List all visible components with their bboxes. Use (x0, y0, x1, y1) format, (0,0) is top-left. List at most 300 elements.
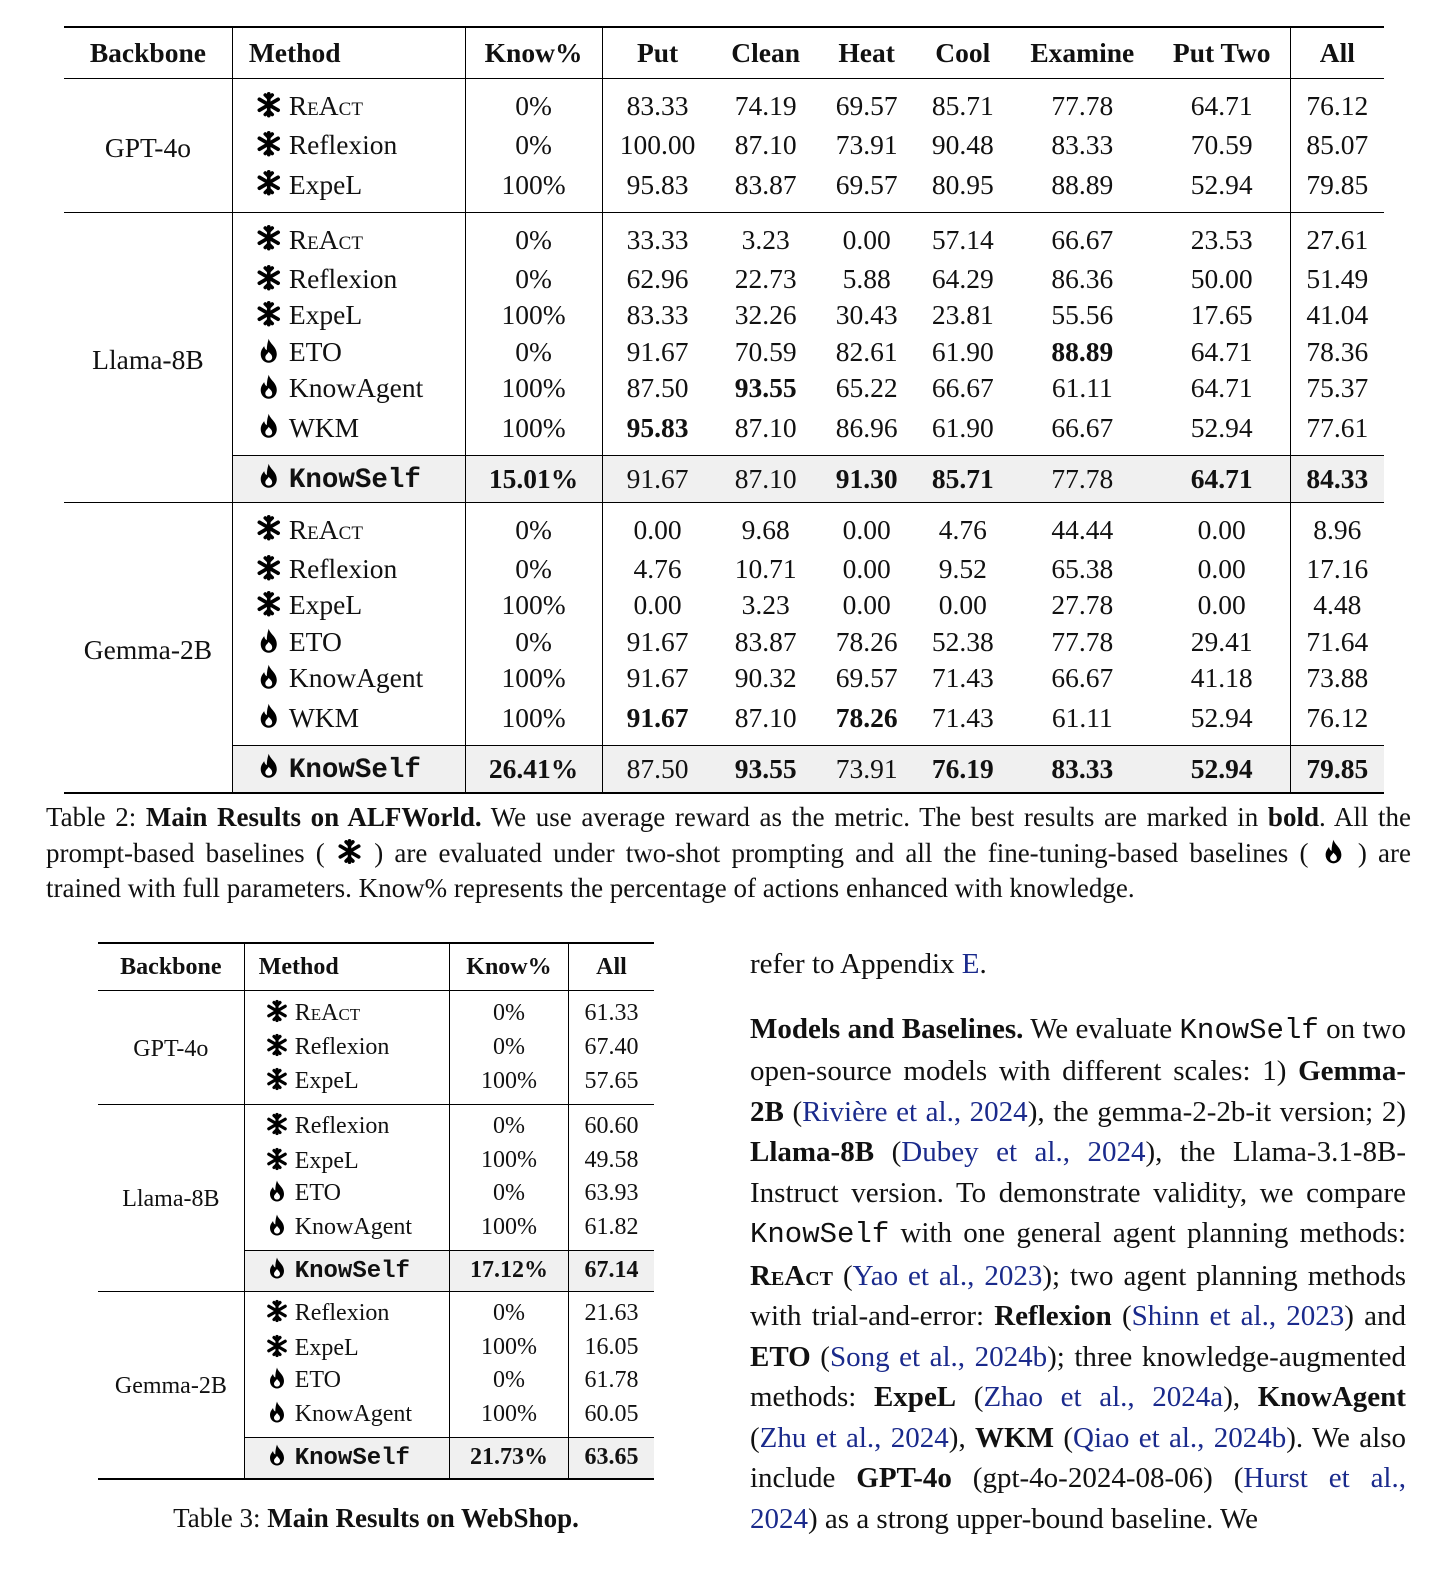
know-cell: 17.12% (450, 1250, 569, 1291)
score-cell: 27.78 (1051, 589, 1114, 621)
column-header: Method (232, 27, 465, 79)
score-cell: 82.61 (835, 335, 898, 367)
score-cell: 52.94 (1154, 745, 1290, 793)
text-run: ), the gemma-2-2b-it version; 2) (1027, 1095, 1406, 1128)
score-cell: 91.67 (626, 701, 689, 733)
text-run: ), (1223, 1381, 1258, 1413)
citation-link[interactable]: Hurst et al., 2024 (750, 1462, 1406, 1535)
text-run: ( (874, 1136, 902, 1168)
table-group-gpt-4o (64, 79, 1384, 213)
citation-link[interactable]: Zhao et al., 2024a (983, 1381, 1224, 1413)
method-cell (232, 660, 465, 697)
table-group-gemma-2b (64, 502, 1384, 793)
method-cell (244, 1177, 449, 1210)
table-row (64, 551, 1384, 588)
know-cell: 100% (465, 370, 602, 407)
all-cell: 41.04 (1306, 299, 1369, 331)
all-cell: 78.36 (1306, 335, 1369, 367)
column-header: Examine (1011, 27, 1154, 79)
method-name: ExpeL (294, 1334, 359, 1361)
column-header: Cool (915, 27, 1011, 79)
method-cell (232, 697, 465, 746)
score-cell: 33.33 (626, 223, 689, 255)
paragraph-models-baselines (750, 1009, 1406, 1540)
text-run: ( (1053, 1421, 1073, 1454)
score-cell: 30.43 (835, 299, 898, 331)
snowflake-icon (265, 1112, 287, 1140)
fire-icon (265, 1179, 287, 1207)
citation-link[interactable]: Yao et al., 2023 (852, 1259, 1043, 1292)
score-cell: 62.96 (626, 262, 689, 294)
method-cell (244, 991, 449, 1032)
fire-icon (255, 336, 281, 368)
system-name: KnowSelf (1179, 1013, 1319, 1047)
table-row (64, 297, 1384, 334)
score-cell: 91.67 (602, 455, 713, 502)
text-run: ). We also include (750, 1421, 1406, 1494)
all-cell: 67.14 (568, 1250, 654, 1291)
score-cell: 83.87 (734, 625, 797, 657)
method-cell (232, 261, 465, 298)
all-cell: 61.78 (584, 1366, 639, 1393)
know-cell: 100% (465, 697, 602, 746)
score-cell: 52.94 (1154, 407, 1290, 456)
citation-link[interactable]: Shinn et al., 2023 (1131, 1300, 1345, 1332)
paragraph-appendix-ref: refer to Appendix E. (750, 948, 987, 980)
know-cell: 0% (450, 1031, 569, 1064)
score-cell: 83.87 (734, 168, 797, 200)
text-run: We evaluate (1023, 1012, 1180, 1045)
text-run: on two open-source models with different scales: 1) (750, 1012, 1407, 1087)
score-cell: 83.33 (1051, 129, 1114, 161)
score-cell: 0.00 (633, 589, 682, 621)
table-row (64, 79, 1384, 128)
method-cell (244, 1064, 449, 1105)
method-cell (232, 502, 465, 551)
score-cell: 9.68 (741, 513, 790, 545)
method-cell (232, 551, 465, 588)
method-name: ReAct (288, 90, 363, 121)
know-cell: 0% (465, 502, 602, 551)
score-cell: 3.23 (741, 223, 790, 255)
score-cell: 22.73 (734, 262, 797, 294)
table-row-ours (64, 455, 1384, 502)
all-cell: 27.61 (1306, 223, 1369, 255)
score-cell: 76.19 (915, 745, 1011, 793)
score-cell: 77.78 (1051, 625, 1114, 657)
text-run: ( (810, 1340, 830, 1373)
method-name: ETO (294, 1367, 341, 1394)
fire-icon (255, 752, 281, 784)
score-cell: 87.50 (602, 745, 713, 793)
score-cell: 55.56 (1051, 299, 1114, 331)
fire-icon (255, 702, 281, 734)
fire-icon (265, 1400, 287, 1428)
snowflake-icon (255, 224, 281, 256)
method-cell (244, 1145, 449, 1178)
method-name: ReAct (288, 223, 363, 255)
score-cell: 78.26 (835, 701, 898, 733)
all-cell: 61.33 (584, 999, 639, 1026)
method-name: ExpeL (288, 589, 363, 621)
score-cell: 74.19 (734, 90, 797, 121)
caption-label: Table 2: (46, 802, 146, 832)
text-run: ( (750, 1421, 760, 1454)
method-name: KnowSelf (288, 754, 421, 786)
backbone-cell: GPT-4o (98, 991, 244, 1105)
all-cell: 60.05 (584, 1401, 639, 1427)
table-row (64, 660, 1384, 697)
snowflake-icon (265, 1147, 287, 1175)
table-row (64, 624, 1384, 661)
method-cell (244, 1437, 449, 1479)
table-row (98, 1104, 654, 1145)
text-run: ) and (1344, 1300, 1406, 1332)
column-header: All (1290, 27, 1384, 79)
bold-term: GPT-4o (856, 1462, 952, 1494)
snowflake-icon (255, 553, 281, 585)
method-cell (244, 1210, 449, 1251)
method-cell (232, 624, 465, 661)
method-name: Reflexion (294, 1113, 390, 1140)
text-run: ( (783, 1095, 803, 1128)
method-cell (232, 407, 465, 456)
score-cell: 44.44 (1051, 513, 1114, 545)
know-cell: 0% (465, 551, 602, 588)
method-cell (232, 587, 465, 624)
table2-caption: Table 2: Main Results on ALFWorld. We use average reward as the metric. The best results are marked in bold. All the prompt-based baselines ( ) are evaluated under two-shot prompting and all the fine-tuning-based baselines ( ) are trained with full parameters. Know% represents the percentage of actions enhanced with knowledge. (46, 802, 1412, 903)
all-cell: 49.58 (584, 1147, 639, 1174)
score-cell: 95.83 (626, 168, 689, 200)
know-cell: 21.73% (450, 1437, 569, 1479)
method-name: Reflexion (288, 552, 398, 584)
text-run: ); three knowledge-augmented methods: (750, 1340, 1406, 1413)
score-cell: 87.10 (734, 411, 797, 443)
column-header: Know% (465, 27, 602, 79)
snowflake-icon (336, 838, 363, 868)
score-cell: 77.78 (1051, 90, 1114, 121)
score-cell: 70.59 (734, 335, 797, 367)
method-name: KnowSelf (294, 1258, 410, 1286)
column-header: Know% (450, 943, 569, 991)
score-cell: 83.33 (1011, 745, 1154, 793)
score-cell: 95.83 (626, 411, 689, 443)
score-cell: 0.00 (842, 223, 891, 255)
method-cell (232, 334, 465, 371)
snowflake-icon (255, 169, 281, 201)
score-cell: 64.71 (1154, 334, 1290, 371)
score-cell: 66.67 (1051, 411, 1114, 443)
table-row-ours (64, 745, 1384, 793)
score-cell: 100.00 (619, 129, 696, 161)
score-cell: 65.22 (835, 372, 898, 404)
snowflake-icon (265, 1033, 287, 1061)
snowflake-icon (255, 90, 281, 122)
score-cell: 91.67 (626, 335, 689, 367)
score-cell: 69.57 (835, 168, 898, 200)
text-run: ), (948, 1421, 976, 1454)
score-cell: 90.48 (931, 129, 994, 161)
score-cell: 73.91 (819, 745, 915, 793)
method-cell (244, 1031, 449, 1064)
score-cell: 88.89 (1051, 168, 1114, 200)
score-cell: 69.57 (835, 662, 898, 694)
method-cell (244, 1104, 449, 1145)
text-run: ( (956, 1381, 984, 1413)
know-cell: 100% (450, 1210, 569, 1251)
table-row (64, 697, 1384, 746)
fire-icon (265, 1443, 287, 1471)
snowflake-icon (255, 299, 281, 331)
score-cell: 80.95 (931, 168, 994, 200)
score-cell: 70.59 (1154, 127, 1290, 164)
citation-link[interactable]: Song et al., 2024b (829, 1340, 1048, 1373)
score-cell: 0.00 (1154, 502, 1290, 551)
score-cell: 91.67 (626, 662, 689, 694)
method-cell (232, 164, 465, 213)
table-group-llama-8b (98, 1104, 654, 1291)
bold-term: Reflexion (994, 1300, 1112, 1332)
all-cell: 84.33 (1290, 455, 1384, 502)
text-run: with one general agent planning methods: (889, 1217, 1406, 1249)
score-cell: 66.67 (931, 372, 994, 404)
table-row (64, 127, 1384, 164)
all-cell: 73.88 (1306, 662, 1369, 694)
snowflake-icon (255, 129, 281, 161)
score-cell: 0.00 (1154, 551, 1290, 588)
method-name: ExpeL (288, 168, 363, 200)
all-cell: 63.93 (584, 1179, 639, 1206)
method-name: ETO (288, 625, 342, 657)
score-cell: 23.81 (931, 299, 994, 331)
backbone-cell: GPT-4o (64, 79, 232, 213)
text-run: ), the Llama-3.1-8B-Instruct version. To demonstrate validity, we compare (750, 1136, 1406, 1209)
caption-title: Main Results on ALFWorld. (145, 802, 482, 832)
method-name: ExpeL (294, 1068, 359, 1095)
score-cell: 77.78 (1011, 455, 1154, 502)
all-cell: 75.37 (1306, 372, 1369, 404)
all-cell: 57.65 (584, 1068, 639, 1094)
fire-icon (255, 626, 281, 658)
alfworld-results-table (64, 26, 1384, 794)
method-name: ReAct (288, 513, 363, 545)
know-cell: 0% (465, 261, 602, 298)
all-cell: 4.48 (1313, 589, 1362, 621)
score-cell: 4.76 (633, 552, 682, 584)
bold-term: WKM (975, 1421, 1054, 1454)
table-group-gemma-2b (98, 1291, 654, 1479)
score-cell: 57.14 (931, 223, 994, 255)
method-cell (244, 1291, 449, 1332)
know-cell: 15.01% (465, 455, 602, 502)
bold-term: KnowAgent (1257, 1381, 1406, 1413)
table-row (64, 587, 1384, 624)
method-name: Reflexion (288, 262, 398, 294)
know-cell: 0% (465, 624, 602, 661)
score-cell: 78.26 (835, 625, 898, 657)
caption-title: Main Results on WebShop. (267, 1503, 579, 1533)
fire-icon (265, 1213, 287, 1241)
score-cell: 29.41 (1154, 624, 1290, 661)
method-name: ExpeL (288, 299, 363, 331)
fire-icon (255, 412, 281, 444)
method-cell (232, 745, 465, 793)
score-cell: 69.57 (835, 90, 898, 121)
column-header: Backbone (64, 27, 232, 79)
method-name: KnowAgent (288, 662, 424, 694)
all-cell: 76.12 (1306, 701, 1369, 733)
score-cell: 87.10 (734, 701, 797, 733)
all-cell: 77.61 (1306, 411, 1369, 443)
score-cell: 0.00 (938, 589, 987, 621)
score-cell: 66.67 (1051, 662, 1114, 694)
system-name: KnowSelf (750, 1218, 890, 1251)
snowflake-icon (265, 1067, 287, 1095)
table-row (98, 991, 654, 1032)
score-cell: 61.90 (931, 335, 994, 367)
column-header: Heat (819, 27, 915, 79)
score-cell: 17.65 (1154, 297, 1290, 334)
know-cell: 0% (465, 212, 602, 261)
table-row (64, 334, 1384, 371)
score-cell: 65.38 (1051, 552, 1114, 584)
score-cell: 41.18 (1154, 660, 1290, 697)
score-cell: 50.00 (1154, 261, 1290, 298)
snowflake-icon (265, 1299, 287, 1327)
column-header: All (568, 943, 654, 991)
fire-icon (265, 1256, 287, 1284)
method-name: KnowSelf (294, 1445, 410, 1473)
method-name: WKM (288, 701, 360, 733)
method-cell (232, 127, 465, 164)
score-cell: 10.71 (734, 552, 797, 584)
column-header: Put (602, 27, 713, 79)
know-cell: 100% (465, 164, 602, 213)
score-cell: 64.71 (1154, 455, 1290, 502)
score-cell: 0.00 (842, 589, 891, 621)
all-cell: 79.85 (1290, 745, 1384, 793)
know-cell: 100% (450, 1397, 569, 1438)
know-cell: 100% (450, 1064, 569, 1105)
score-cell: 93.55 (713, 745, 819, 793)
citation-link[interactable]: Dubey et al., 2024 (901, 1136, 1146, 1168)
webshop-results-table (98, 942, 654, 1480)
method-name: ReAct (294, 1000, 361, 1027)
fire-icon (255, 462, 281, 494)
know-cell: 100% (465, 660, 602, 697)
all-cell: 21.63 (584, 1300, 639, 1326)
citation-link[interactable]: Qiao et al., 2024b (1073, 1421, 1287, 1454)
score-cell: 61.11 (1051, 701, 1113, 733)
score-cell: 5.88 (842, 262, 891, 294)
method-cell (244, 1250, 449, 1291)
text-run: ); two agent planning methods with trial-and-error: (750, 1259, 1406, 1332)
method-cell (244, 1364, 449, 1397)
table-row (64, 370, 1384, 407)
method-cell (232, 297, 465, 334)
know-cell: 100% (465, 297, 602, 334)
score-cell: 91.67 (626, 625, 689, 657)
snowflake-icon (265, 1334, 287, 1362)
score-cell: 52.38 (931, 625, 994, 657)
score-cell: 91.30 (819, 455, 915, 502)
score-cell: 85.71 (931, 90, 994, 121)
fire-icon (255, 372, 281, 404)
method-name: KnowAgent (294, 1214, 413, 1241)
body-text (750, 944, 1406, 1539)
all-cell: 63.65 (568, 1437, 654, 1479)
method-cell (232, 370, 465, 407)
score-cell: 0.00 (842, 552, 891, 584)
score-cell: 87.50 (626, 372, 689, 404)
score-cell: 90.32 (734, 662, 797, 694)
all-cell: 85.07 (1306, 129, 1369, 161)
know-cell: 100% (450, 1332, 569, 1365)
all-cell: 17.16 (1306, 552, 1369, 584)
score-cell: 64.71 (1154, 370, 1290, 407)
score-cell: 61.90 (931, 411, 994, 443)
table-group-gpt-4o (98, 991, 654, 1105)
method-name: WKM (288, 411, 360, 443)
know-cell: 100% (465, 587, 602, 624)
backbone-cell: Gemma-2B (98, 1291, 244, 1479)
snowflake-icon (255, 263, 281, 295)
column-header: Put Two (1154, 27, 1290, 79)
text-run: ( (1111, 1300, 1132, 1332)
score-cell: 3.23 (741, 589, 790, 621)
score-cell: 83.33 (626, 90, 689, 121)
know-cell: 0% (465, 127, 602, 164)
method-cell (232, 455, 465, 502)
score-cell: 71.43 (931, 662, 994, 694)
method-name: Reflexion (294, 1300, 390, 1327)
all-cell: 16.05 (584, 1334, 639, 1361)
score-cell: 32.26 (734, 299, 797, 331)
all-cell: 76.12 (1306, 90, 1369, 121)
score-cell: 83.33 (626, 299, 689, 331)
method-cell (232, 79, 465, 128)
know-cell: 0% (450, 1291, 569, 1332)
score-cell: 66.67 (1051, 223, 1114, 255)
bold-term: ReAct (750, 1259, 834, 1292)
score-cell: 73.91 (835, 129, 898, 161)
score-cell: 71.43 (931, 701, 994, 733)
know-cell: 0% (465, 79, 602, 128)
all-cell: 51.49 (1306, 262, 1369, 294)
score-cell: 23.53 (1154, 212, 1290, 261)
know-cell: 0% (450, 1364, 569, 1397)
score-cell: 0.00 (633, 513, 682, 545)
know-cell: 0% (450, 991, 569, 1032)
table-row (64, 212, 1384, 261)
know-cell: 0% (450, 1104, 569, 1145)
all-cell: 61.82 (584, 1214, 639, 1240)
method-name: ETO (288, 335, 342, 367)
backbone-cell: Llama-8B (64, 212, 232, 502)
appendix-link[interactable]: E (961, 948, 980, 980)
backbone-cell: Llama-8B (98, 1104, 244, 1291)
method-cell (244, 1332, 449, 1365)
method-name: KnowSelf (288, 464, 421, 496)
all-cell: 71.64 (1306, 625, 1369, 657)
citation-link[interactable]: Rivière et al., 2024 (802, 1095, 1028, 1128)
bold-term: Llama-8B (750, 1136, 875, 1168)
score-cell: 52.94 (1154, 164, 1290, 213)
citation-link[interactable]: Zhu et al., 2024 (759, 1421, 949, 1454)
table3-caption: Table 3: Main Results on WebShop. (173, 1503, 579, 1533)
score-cell: 87.10 (713, 455, 819, 502)
all-cell: 67.40 (584, 1033, 639, 1060)
